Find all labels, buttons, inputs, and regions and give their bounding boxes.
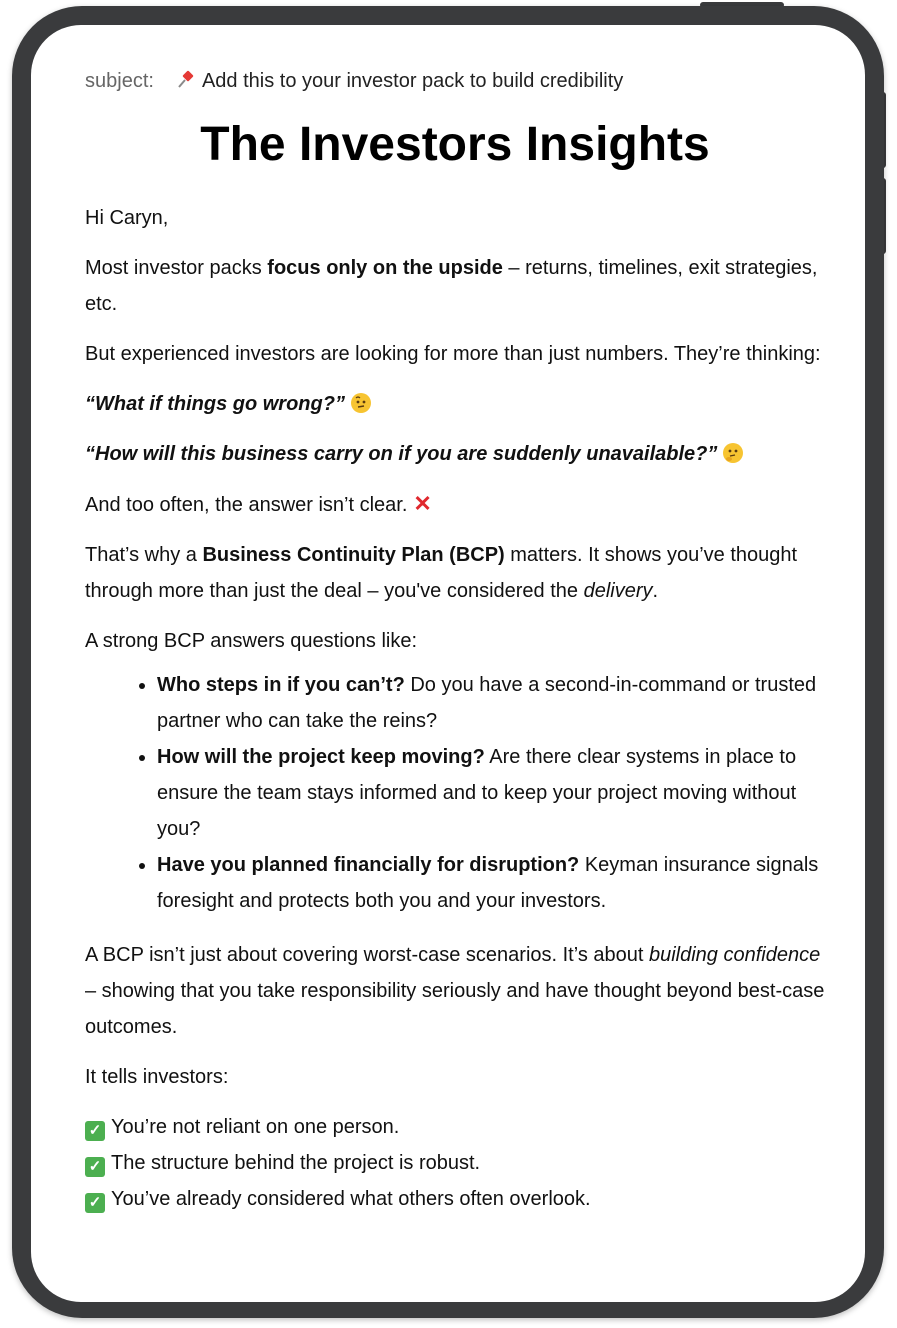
checklist-item-text: The structure behind the project is robust.: [111, 1152, 481, 1174]
checklist-item-text: You’re not reliant on one person.: [111, 1116, 400, 1138]
question-unavailable: [85, 436, 825, 472]
bcp-questions-list: [85, 667, 825, 919]
paragraph-confidence: [85, 937, 825, 1045]
check-mark-icon: ✓: [85, 1193, 105, 1213]
list-item-bold: Who steps in if you can’t?: [157, 674, 405, 696]
paragraph-experienced: But experienced investors are looking for more than just numbers. They’re thinking:: [85, 343, 821, 365]
subject-text: Add this to your investor pack to build credibility: [201, 69, 624, 92]
paragraph-upside-text-end: – returns, timelines, exit strategies, etc.: [85, 257, 818, 315]
paragraph-bcp-bold: Business Continuity Plan (BCP): [202, 544, 505, 566]
list-item-text: Are there clear systems in place to ensure the team stays informed and to keep your project moving without you?: [157, 746, 797, 840]
red-cross-icon: ✕: [413, 491, 432, 516]
checklist-item: [85, 1109, 825, 1145]
question-things-go-wrong: [85, 386, 825, 422]
paragraph-bcp: [85, 537, 825, 609]
email-subject-line: [85, 65, 825, 97]
paragraph-answer-unclear: [85, 486, 825, 523]
paragraph-upside-bold: focus only on the upside: [267, 257, 503, 279]
paragraph-answer-text: And too often, the answer isn’t clear.: [85, 494, 408, 516]
paragraph-confidence-text-end: – showing that you take responsibility seriously and have thought beyond best-case outcomes.: [85, 980, 825, 1038]
checklist-item: [85, 1181, 825, 1217]
greeting: Hi Caryn,: [85, 207, 169, 229]
list-item-bold: How will the project keep moving?: [157, 746, 485, 768]
paragraph-confidence-italic: building confidence: [648, 944, 821, 966]
subject-label: subject:: [85, 69, 154, 92]
thinking-face-icon: [723, 443, 743, 463]
list-item-text: Do you have a second-in-command or trusted partner who can take the reins?: [157, 674, 817, 732]
list-item: [157, 847, 825, 919]
checklist: [85, 1109, 825, 1217]
list-item-bold: Have you planned financially for disruption?: [157, 854, 580, 876]
paragraph-upside-text: Most investor packs: [85, 257, 268, 279]
question-text: “How will this business carry on if you are suddenly unavailable?”: [85, 443, 718, 465]
paragraph-tells-investors: It tells investors:: [85, 1066, 229, 1088]
paragraph-bcp-italic: delivery: [583, 580, 653, 602]
checklist-item-text: You’ve already considered what others often overlook.: [111, 1188, 591, 1210]
tablet-screen: [31, 25, 865, 1302]
paragraph-bcp-text-middle: matters. It shows you’ve thought through more than just the deal – you've considered the: [85, 544, 798, 602]
checklist-item: [85, 1145, 825, 1181]
paragraph-upside: [85, 250, 825, 322]
check-mark-icon: ✓: [85, 1157, 105, 1177]
list-item-text: Keyman insurance signals foresight and protects both you and your investors.: [157, 854, 819, 912]
pushpin-icon: [176, 69, 196, 94]
tablet-device-frame: [12, 6, 884, 1318]
paragraph-bcp-text-end: .: [652, 580, 659, 602]
newsletter-title: The Investors Insights: [200, 118, 710, 171]
raised-eyebrow-face-icon: [351, 393, 371, 413]
check-mark-icon: ✓: [85, 1121, 105, 1141]
paragraph-bcp-text: That’s why a: [85, 544, 203, 566]
list-item: [157, 739, 825, 847]
question-text: “What if things go wrong?”: [85, 393, 345, 415]
paragraph-strong-bcp: A strong BCP answers questions like:: [85, 630, 418, 652]
list-item: [157, 667, 825, 739]
email-content: [85, 65, 825, 1217]
paragraph-confidence-text: A BCP isn’t just about covering worst-case scenarios. It’s about: [85, 944, 649, 966]
